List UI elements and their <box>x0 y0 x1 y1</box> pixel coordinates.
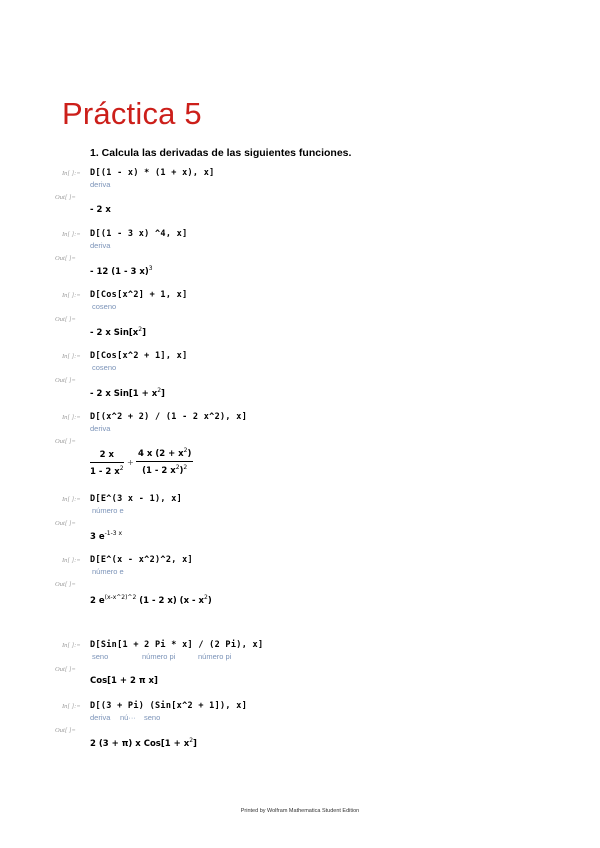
output-cell: - 2 x <box>90 205 111 215</box>
out-label: Out[ ]= <box>55 438 76 445</box>
plus-sign: + <box>127 458 134 467</box>
input-cell[interactable]: D[(3 + Pi) (Sin[x^2 + 1]), x] <box>90 701 248 711</box>
out-label: Out[ ]= <box>55 255 76 262</box>
input-cell[interactable]: D[(x^2 + 2) / (1 - 2 x^2), x] <box>90 412 248 422</box>
output-cell: Cos[1 + 2 π x] <box>90 676 158 686</box>
autocomplete-hint[interactable]: deriva <box>90 241 111 250</box>
out-label: Out[ ]= <box>55 194 76 201</box>
in-label: In[ ]:= <box>62 231 81 238</box>
output-cell: - 2 x $Sin[1 + x^2]$ <box>90 387 165 399</box>
input-cell[interactable]: D[Sin[1 + 2 Pi * x] / (2 Pi), x] <box>90 640 264 650</box>
out-label: Out[ ]= <box>55 520 76 527</box>
in-label: In[ ]:= <box>62 353 81 360</box>
out-label: Out[ ]= <box>55 316 76 323</box>
autocomplete-hint[interactable]: número e <box>92 506 124 515</box>
page-title: Práctica 5 <box>62 96 202 131</box>
input-cell[interactable]: D[E^(3 x - 1), x] <box>90 494 183 504</box>
input-cell[interactable]: D[(1 - 3 x) ^4, x] <box>90 229 188 239</box>
in-label: In[ ]:= <box>62 292 81 299</box>
autocomplete-hint[interactable]: seno <box>92 652 109 661</box>
autocomplete-hint[interactable]: nú··· <box>120 713 136 722</box>
output-cell: 2 $e^{(x-x\^{}2)\^{}2}$ (1 - 2 x) $(x - x^2)$ <box>90 594 212 606</box>
in-label: In[ ]:= <box>62 703 81 710</box>
autocomplete-hint[interactable]: deriva <box>90 180 111 189</box>
autocomplete-hint[interactable]: número e <box>92 567 124 576</box>
autocomplete-hint[interactable]: coseno <box>92 363 117 372</box>
input-cell[interactable]: D[Cos[x^2] + 1, x] <box>90 290 188 300</box>
input-cell[interactable]: D[(1 - x) * (1 + x), x] <box>90 168 215 178</box>
in-label: In[ ]:= <box>62 170 81 177</box>
in-label: In[ ]:= <box>62 642 81 649</box>
autocomplete-hint[interactable]: seno <box>144 713 161 722</box>
autocomplete-hint[interactable]: número pi <box>198 652 232 661</box>
exercise-heading: 1. Calcula las derivadas de las siguientes funciones. <box>90 147 352 159</box>
out-label: Out[ ]= <box>55 666 76 673</box>
in-label: In[ ]:= <box>62 496 81 503</box>
output-cell: 2 (3 + π) x $Cos[1 + x^2]$ <box>90 737 197 749</box>
output-cell: - 2 x $Sin[x^2]$ <box>90 326 146 338</box>
input-cell[interactable]: D[Cos[x^2 + 1], x] <box>90 351 188 361</box>
output-cell: 3 $e^{-1-3 x}$ <box>90 530 123 542</box>
out-label: Out[ ]= <box>55 377 76 384</box>
autocomplete-hint[interactable]: coseno <box>92 302 117 311</box>
in-label: In[ ]:= <box>62 414 81 421</box>
autocomplete-hint[interactable]: deriva <box>90 424 111 433</box>
autocomplete-hint[interactable]: deriva <box>90 713 111 722</box>
out-label: Out[ ]= <box>55 581 76 588</box>
print-footer: Printed by Wolfram Mathematica Student Edition <box>240 808 360 814</box>
autocomplete-hint[interactable]: número pi <box>142 652 176 661</box>
in-label: In[ ]:= <box>62 557 81 564</box>
output-fraction: $\frac{4 x (2 + x^2)}{(1 - 2 x^2)^2}$ <box>138 447 192 476</box>
input-cell[interactable]: D[E^(x - x^2)^2, x] <box>90 555 193 565</box>
output-fraction: $\frac{2 x}{1 - 2 x^2}$ <box>90 450 124 477</box>
output-cell: - 12 (1 - 3 x)$^3$ <box>90 265 153 277</box>
out-label: Out[ ]= <box>55 727 76 734</box>
